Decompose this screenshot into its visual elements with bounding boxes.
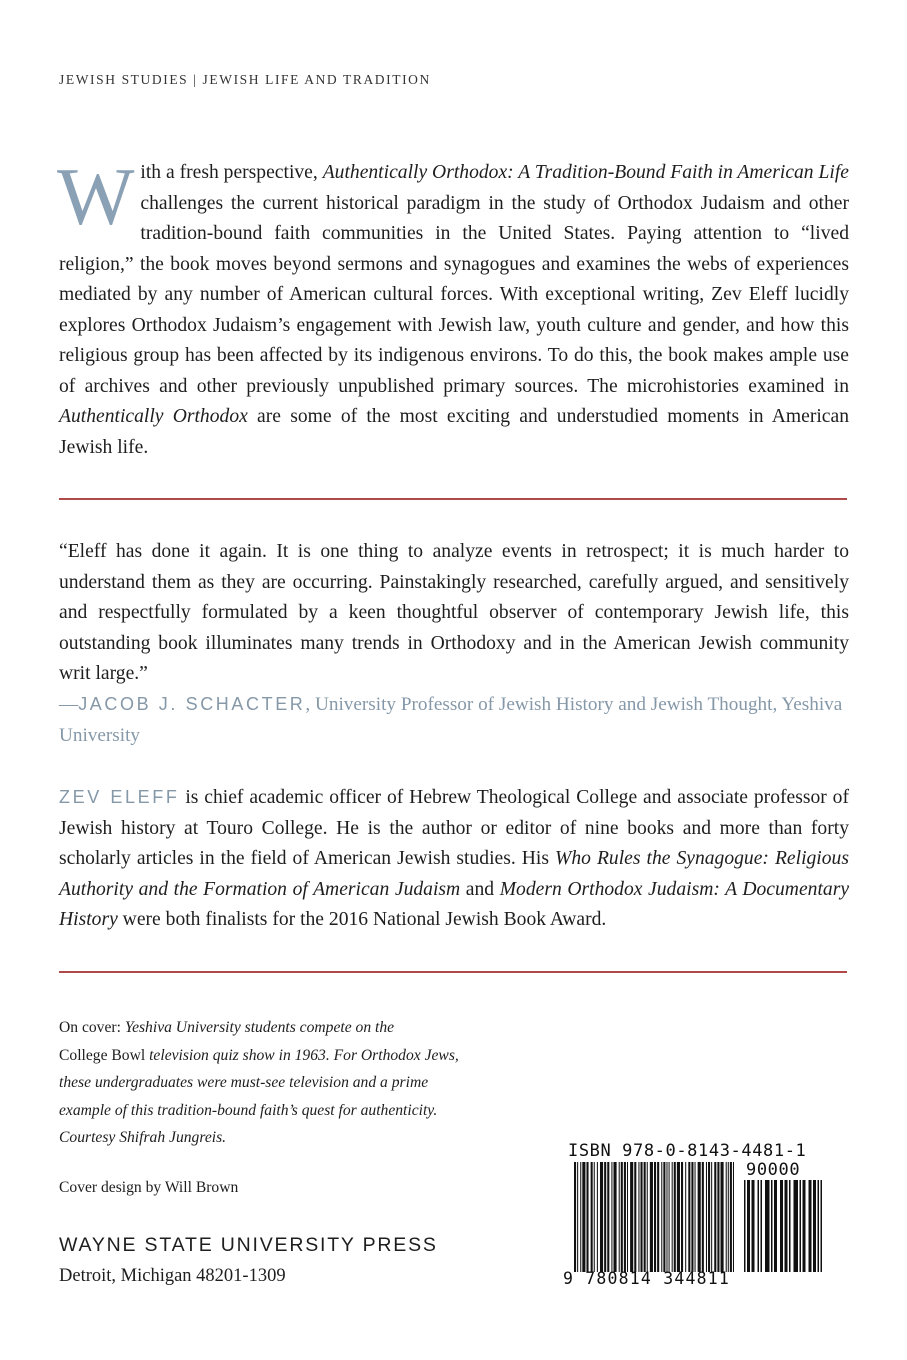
endorsement-attribution xyxy=(59,689,854,751)
barcode-bar xyxy=(672,1162,673,1272)
description-text-1: ith a fresh perspective, xyxy=(140,162,323,183)
barcode-bar xyxy=(607,1162,609,1272)
author-bio xyxy=(59,782,849,936)
barcode-bar xyxy=(661,1162,662,1272)
barcode-bar xyxy=(580,1162,581,1272)
barcode-bar xyxy=(726,1162,727,1272)
barcode-bar xyxy=(613,1162,616,1272)
barcode-bar xyxy=(774,1180,777,1272)
barcode-bar xyxy=(803,1180,806,1272)
description-book-title: Authentically Orthodox: A Tradition-Bound Faith in American Life xyxy=(322,162,849,183)
barcode-bar xyxy=(597,1162,598,1272)
barcode-bar xyxy=(761,1180,763,1272)
barcode-bar xyxy=(809,1180,812,1272)
category-line: JEWISH STUDIES | JEWISH LIFE AND TRADITION xyxy=(59,72,431,87)
barcode-bar xyxy=(813,1180,816,1272)
barcode-bar xyxy=(685,1162,686,1272)
bio-text-1: is chief academic officer of Hebrew Theological College and associate professor of Jewish history at Touro College. He is the author or editor of nine books and more than forty scholarly articles in the field of American Jewish studies. His xyxy=(59,787,849,869)
endorser-affiliation: , University Professor of Jewish History and Jewish Thought, Yeshiva University xyxy=(59,694,843,746)
barcode-bar xyxy=(600,1162,603,1272)
barcode-bar xyxy=(640,1162,642,1272)
barcode-bar xyxy=(695,1162,696,1272)
isbn-label: ISBN 978-0-8143-4481-1 xyxy=(568,1141,807,1161)
barcode-bar xyxy=(644,1162,646,1272)
author-name: ZEV ELEFF xyxy=(59,787,180,807)
divider-rule-top xyxy=(59,498,847,500)
barcode-bar xyxy=(677,1162,680,1272)
publisher-name: WAYNE STATE UNIVERSITY PRESS xyxy=(59,1234,438,1256)
barcode-bar xyxy=(706,1162,707,1272)
description-book-title-short: Authentically Orthodox xyxy=(59,406,248,427)
description-text-3: are some of the most exciting and understudied moments in American Jewish life. xyxy=(59,406,849,458)
barcode-main-bars xyxy=(574,1162,734,1272)
barcode-bar xyxy=(688,1162,690,1272)
barcode-bar xyxy=(591,1162,593,1272)
barcode-bar xyxy=(650,1162,653,1272)
barcode-bar xyxy=(624,1162,626,1272)
barcode-bar xyxy=(747,1180,750,1272)
barcode-bar xyxy=(638,1162,639,1272)
barcode-bar xyxy=(800,1180,802,1272)
barcode-bar xyxy=(630,1162,633,1272)
barcode-bar xyxy=(821,1180,823,1272)
barcode-bar xyxy=(691,1162,693,1272)
endorsement-quote: “Eleff has done it again. It is one thing to analyze events in retrospect; it is much harder to understand them as they are occurring. Painstakingly researched, carefully argued, and sensitively and respectfully formulated by a keen thoughtful observer of contemporary Jewish life, this outstanding book illuminates many trends in Orthodoxy and in the American Jewish community writ large.” xyxy=(59,541,849,684)
barcode-bar xyxy=(698,1162,701,1272)
barcode-bar xyxy=(771,1180,773,1272)
price-code: 90000 xyxy=(746,1160,801,1180)
barcode-bar xyxy=(720,1162,723,1272)
barcode-bar xyxy=(674,1162,676,1272)
barcode-bar xyxy=(785,1180,788,1272)
barcode-bar xyxy=(604,1162,606,1272)
barcode-addon-bars xyxy=(744,1180,822,1272)
barcode-bar xyxy=(666,1162,667,1272)
barcode-bar xyxy=(621,1162,623,1272)
barcode-bar xyxy=(789,1180,791,1272)
ean-digits: 9 780814 344811 xyxy=(563,1269,731,1288)
barcode-bar xyxy=(586,1162,588,1272)
barcode-bar xyxy=(663,1162,665,1272)
barcode-bar xyxy=(708,1162,710,1272)
barcode-bar xyxy=(758,1180,760,1272)
barcode-bar xyxy=(728,1162,729,1272)
divider-rule-bottom xyxy=(59,971,847,973)
attribution-dash: — xyxy=(59,694,79,715)
barcode-bar xyxy=(752,1180,755,1272)
bio-book-2: Modern Orthodox Judaism: A Documentary History xyxy=(59,878,850,930)
barcode-bar xyxy=(711,1162,712,1272)
description-text-2: challenges the current historical paradigm in the study of Orthodox Judaism and other tradition-bound faith communities in the United States. Paying attention to “lived religion,” the book moves beyond sermons and synagogues and examines the webs of experiences mediated by any number of American cultural forces. With exceptional writing, Zev Eleff lucidly explores Orthodox Judaism’s engagement with Jewish law, youth culture and gender, and how this religious group has been affected by its indigenous environs. To do this, the book makes ample use of archives and other previously unpublished primary sources. The microhistories examined in xyxy=(59,192,849,397)
cover-note-italic-2: television quiz show in 1963. For Orthodox Jews, these undergraduates were must-see television and a prime example of this tradition-bound faith’s quest for authenticity. Courtesy Shifrah Jungreis. xyxy=(59,1046,459,1146)
barcode-bar xyxy=(619,1162,620,1272)
barcode-bar xyxy=(669,1162,670,1272)
barcode-bar xyxy=(730,1162,732,1272)
barcode-bar xyxy=(654,1162,656,1272)
barcode-bar xyxy=(577,1162,578,1272)
cover-design-credit: Cover design by Will Brown xyxy=(59,1179,239,1196)
bio-text-3: were both finalists for the 2016 National Jewish Book Award. xyxy=(117,909,607,930)
bio-book-1: Who Rules the Synagogue: Religious Authority and the Formation of American Judaism xyxy=(59,848,849,900)
bio-text-2: and xyxy=(460,878,500,900)
cover-note xyxy=(59,1014,469,1152)
barcode-bar xyxy=(714,1162,716,1272)
endorser-name: JACOB J. SCHACTER xyxy=(78,694,306,714)
barcode-bar xyxy=(717,1162,719,1272)
barcode-bar xyxy=(611,1162,612,1272)
barcode-bar xyxy=(780,1180,783,1272)
barcode-bar xyxy=(582,1162,585,1272)
barcode-bar xyxy=(765,1180,770,1272)
barcode-bar xyxy=(627,1162,628,1272)
drop-cap: W xyxy=(57,151,135,242)
barcode-bar xyxy=(634,1162,636,1272)
barcode-bar xyxy=(657,1162,659,1272)
barcode-bar xyxy=(702,1162,704,1272)
barcode-bar xyxy=(744,1180,746,1272)
barcode-bar xyxy=(681,1162,683,1272)
book-description xyxy=(57,151,849,463)
cover-note-label: On cover: xyxy=(59,1019,125,1036)
barcode-bar xyxy=(733,1162,734,1272)
barcode-bar xyxy=(574,1162,576,1272)
cover-note-show-name: College Bowl xyxy=(59,1046,146,1064)
publisher-address: Detroit, Michigan 48201-1309 xyxy=(59,1266,286,1286)
barcode-bar xyxy=(818,1180,820,1272)
barcode-bar xyxy=(647,1162,648,1272)
barcode-bar xyxy=(594,1162,595,1272)
cover-note-italic-1: Yeshiva University students compete on the xyxy=(124,1019,395,1036)
barcode-bar xyxy=(794,1180,799,1272)
